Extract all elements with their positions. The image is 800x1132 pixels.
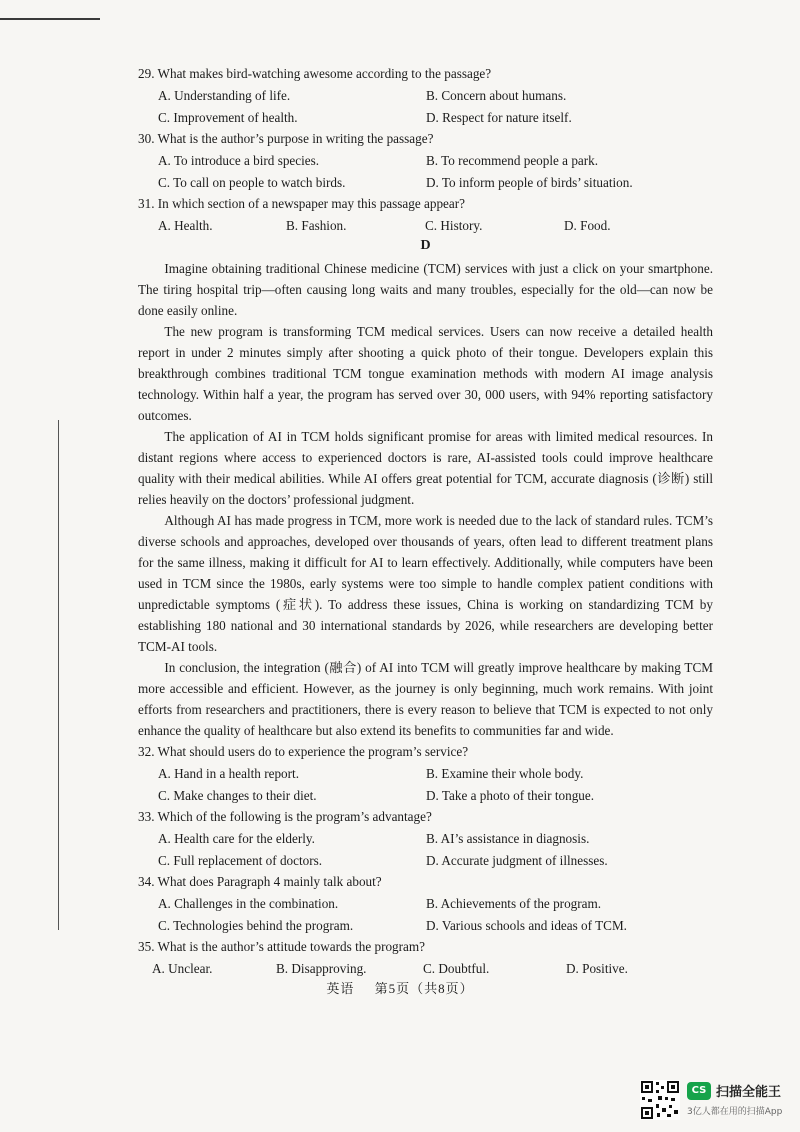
reading-passage: [138, 258, 713, 741]
scanner-brand-name: 扫描全能王: [716, 1085, 782, 1100]
q31-option-a: A. Health.: [158, 218, 213, 233]
q33-option-d: D. Accurate judgment of illnesses.: [426, 853, 608, 868]
q30-option-a: A. To introduce a bird species.: [158, 153, 320, 168]
q30-option-c: C. To call on people to watch birds.: [158, 175, 346, 190]
q30-option-b: B. To recommend people a park.: [426, 153, 599, 168]
q29-option-d: D. Respect for nature itself.: [426, 110, 572, 125]
page-footer: [0, 978, 800, 997]
footer-page-number: 第5页（共8页）: [374, 981, 474, 996]
scanner-tagline: 3亿人都在用的扫描App: [687, 1107, 783, 1117]
question-32-stem: 32. What should users do to experience the program’s service?: [138, 744, 469, 759]
q34-option-c: C. Technologies behind the program.: [158, 918, 354, 933]
qr-code-icon: [640, 1080, 680, 1120]
q32-option-a: A. Hand in a health report.: [158, 766, 299, 781]
q34-option-d: D. Various schools and ideas of TCM.: [426, 918, 627, 933]
question-35-stem: 35. What is the author’s attitude towards the program?: [138, 939, 426, 954]
q29-option-b: B. Concern about humans.: [426, 88, 567, 103]
q31-option-c: C. History.: [425, 218, 483, 233]
question-31-stem: 31. In which section of a newspaper may this passage appear?: [138, 196, 466, 211]
passage-paragraph-2: The new program is transforming TCM medical services. Users can now receive a detailed health report in under 2 minutes simply after shooting a quick photo of their tongue. Developers explain this breakthrough combines traditional TCM tongue examination methods with modern AI image analysis technology. Within half a year, the program has served over 30, 000 users, with 94% reporting satisfactory outcomes.: [138, 324, 713, 423]
passage-paragraph-1: Imagine obtaining traditional Chinese medicine (TCM) services with just a click on your smartphone. The tiring hospital trip—often causing long waits and many troubles, especially for the old—can now be done easily online.: [138, 261, 713, 318]
q34-option-b: B. Achievements of the program.: [426, 896, 602, 911]
scan-edge-mark: [0, 18, 100, 20]
q33-option-c: C. Full replacement of doctors.: [158, 853, 323, 868]
q30-option-d: D. To inform people of birds’ situation.: [426, 175, 633, 190]
camscanner-logo-icon: CS: [687, 1082, 711, 1100]
scan-margin-line: [58, 420, 59, 930]
passage-paragraph-5: In conclusion, the integration (融合) of AI into TCM will greatly improve healthcare by making TCM more accessible and efficient. However, as the journey is only beginning, much work remains. With joint efforts from researchers and practitioners, there is every reason to believe that TCM is expected to not only enhance the quality of healthcare but also extend its benefits to communities far and wide.: [138, 660, 713, 738]
passage-paragraph-3: The application of AI in TCM holds significant promise for areas with limited medical resources. In distant regions where access to experienced doctors is rare, AI-assisted tools could improve healthcare quality with their medical abilities. While AI offers great potential for TCM, accurate diagnosis (诊断) still relies heavily on the doctors’ professional judgment.: [138, 429, 713, 507]
q33-option-b: B. AI’s assistance in diagnosis.: [426, 831, 590, 846]
question-29-stem: 29. What makes bird-watching awesome according to the passage?: [138, 66, 492, 81]
q35-option-a: A. Unclear.: [152, 961, 213, 976]
q32-option-d: D. Take a photo of their tongue.: [426, 788, 595, 803]
q35-option-d: D. Positive.: [566, 961, 628, 976]
question-34-stem: 34. What does Paragraph 4 mainly talk about?: [138, 874, 382, 889]
question-30-stem: 30. What is the author’s purpose in writing the passage?: [138, 131, 434, 146]
section-title: D: [420, 238, 431, 253]
scanner-watermark: [640, 1080, 790, 1120]
q32-option-c: C. Make changes to their diet.: [158, 788, 317, 803]
q31-option-d: D. Food.: [564, 218, 611, 233]
q29-option-a: A. Understanding of life.: [158, 88, 291, 103]
passage-paragraph-4: Although AI has made progress in TCM, more work is needed due to the lack of standard rules. TCM’s diverse schools and approaches, developed over thousands of years, often lead to different treatment plans for the same illness, making it difficult for AI to learn effectively. Additionally, while computers have been used in TCM since the 1980s, early systems were too simple to handle complex patient conditions with unpredictable symptoms (症状). To address these issues, China is working on standardizing TCM by establishing 180 national and 30 international standards by 2026, while researchers are developing better TCM-AI tools.: [138, 513, 713, 654]
q34-option-a: A. Challenges in the combination.: [158, 896, 339, 911]
q35-option-c: C. Doubtful.: [423, 961, 490, 976]
q32-option-b: B. Examine their whole body.: [426, 766, 584, 781]
q31-option-b: B. Fashion.: [286, 218, 347, 233]
q33-option-a: A. Health care for the elderly.: [158, 831, 315, 846]
q35-option-b: B. Disapproving.: [276, 961, 367, 976]
question-33-stem: 33. Which of the following is the program’s advantage?: [138, 809, 432, 824]
footer-subject: 英语: [326, 981, 355, 996]
q29-option-c: C. Improvement of health.: [158, 110, 298, 125]
